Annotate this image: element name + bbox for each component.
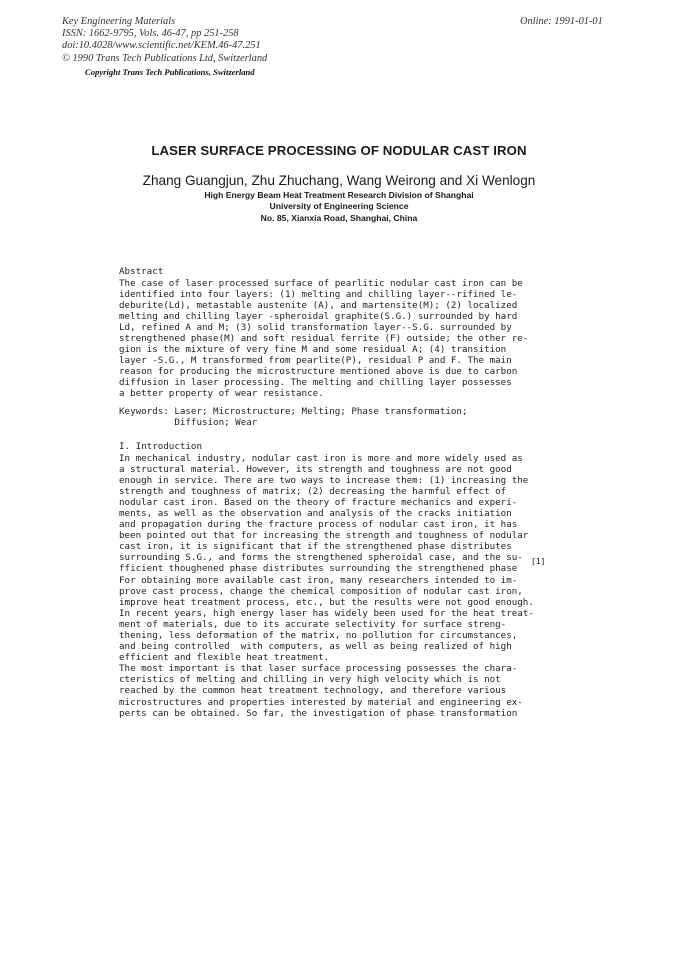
copyright-line: © 1990 Trans Tech Publications Ltd, Switzerland <box>62 52 268 64</box>
affiliation-line: High Energy Beam Heat Treatment Research Division of Shanghai <box>204 190 474 200</box>
abstract-line: layer -S.G., M transformed from pearlite(P), residual P and F. The main <box>119 355 512 367</box>
intro-line: a structural material. However, its strength and toughness are not good <box>119 463 512 475</box>
affiliation-line: No. 85, Xianxia Road, Shanghai, China <box>260 212 418 223</box>
intro-line: surrounding S.G., and forms the strengthened spheroidal case, and the su- <box>119 552 523 564</box>
issn-line: ISSN: 1662-9795, Vols. 46-47, pp 251-258 <box>62 28 239 40</box>
introduction-heading: I. Introduction <box>119 441 202 452</box>
intro-line: In recent years, high energy laser has widely been used for the heat treat- <box>119 607 534 619</box>
abstract-line: deburite(Ld), metastable austenite (A), and martensite(M); (2) localized <box>119 299 518 311</box>
intro-line: For obtaining more available cast iron, many researchers intended to im- <box>119 574 518 586</box>
abstract-line: gion is the mixture of very fine M and some residual A; (4) transition <box>119 344 507 356</box>
publisher-copyright: Copyright Trans Tech Publications, Switzerland <box>85 67 255 77</box>
intro-line: been pointed out that for increasing the strength and toughness of nodular <box>119 530 529 542</box>
intro-line: fficient thoughened phase distributes surrounding the strengthened phase <box>119 563 518 575</box>
abstract-line: a better property of wear resistance. <box>119 388 324 400</box>
abstract-line: melting and chilling layer -spheroidal graphite(S.G.) surrounded by hard <box>119 310 518 322</box>
intro-line: cteristics of melting and chilling in very high velocity which is not <box>119 674 501 686</box>
journal-header <box>62 16 267 65</box>
intro-line: microstructures and properties interested by material and engineering ex- <box>119 696 523 708</box>
journal-name: Key Engineering Materials <box>62 16 176 27</box>
intro-line: nodular cast iron. Based on the theory of fracture mechanics and experi- <box>119 496 518 508</box>
intro-line: enough in service. There are two ways to increase them: (1) increasing the <box>119 474 529 486</box>
keywords-line: Diffusion; Wear <box>119 417 258 429</box>
affiliation-line: University of Engineering Science <box>269 201 409 212</box>
affiliation <box>0 190 678 224</box>
abstract-body <box>119 278 528 400</box>
abstract-line: identified into four layers: (1) melting and chilling layer--rifined le- <box>119 288 518 300</box>
intro-line: ments, as well as the observation and analysis of the cracks initiation <box>119 507 512 519</box>
abstract-line: reason for producing the microstructure mentioned above is due to carbon <box>119 366 518 378</box>
intro-line: and propagation during the fracture process of nodular cast iron, it has <box>119 519 518 531</box>
online-date: Online: 1991-01-01 <box>520 16 603 27</box>
intro-line: thening, less deformation of the matrix, no pollution for circumstances, <box>119 630 518 641</box>
paper-authors: Zhang Guangjun, Zhu Zhuchang, Wang Weirong and Xi Wenlogn <box>142 173 536 188</box>
intro-line: In mechanical industry, nodular cast iron is more and more widely used as <box>119 452 523 464</box>
abstract-heading: Abstract <box>119 266 164 277</box>
keywords <box>119 406 467 428</box>
intro-line: and being controlled with computers, as well as being realized of high <box>119 641 512 653</box>
intro-line: perts can be obtained. So far, the investigation of phase transformation <box>119 707 518 719</box>
intro-line: prove cast process, change the chemical composition of nodular cast iron, <box>119 585 523 597</box>
abstract-line: diffusion in laser processing. The melting and chilling layer possesses <box>119 377 512 389</box>
intro-line: The most important is that laser surface processing possesses the chara- <box>119 663 518 675</box>
doi-line[interactable]: doi:10.4028/www.scientific.net/KEM.46-47.251 <box>62 40 261 52</box>
intro-line: cast iron, it is significant that if the strengthened phase distributes <box>119 541 512 553</box>
intro-line: efficient and flexible heat treatment. <box>119 652 330 664</box>
paper-title: LASER SURFACE PROCESSING OF NODULAR CAST IRON <box>151 143 527 158</box>
abstract-line: The case of laser processed surface of pearlitic nodular cast iron can be <box>119 277 523 289</box>
intro-line: reached by the common heat treatment technology, and therefore various <box>119 685 507 697</box>
intro-line: strength and toughness of matrix; (2) decreasing the harmful effect of <box>119 485 507 497</box>
introduction-body <box>119 453 534 719</box>
intro-line: ment of materials, due to its accurate selectivity for surface streng- <box>119 618 507 630</box>
citation-reference[interactable]: [1] <box>531 557 546 566</box>
intro-line: improve heat treatment process, etc., but the results were not good enough. <box>119 596 534 608</box>
keywords-line: Keywords: Laser; Microstructure; Melting; Phase transformation; <box>119 406 468 417</box>
abstract-line: strengthened phase(M) and soft residual ferrite (F) outside; the other re- <box>119 332 529 344</box>
abstract-line: Ld, refined A and M; (3) solid transformation layer--S.G. surrounded by <box>119 321 512 333</box>
